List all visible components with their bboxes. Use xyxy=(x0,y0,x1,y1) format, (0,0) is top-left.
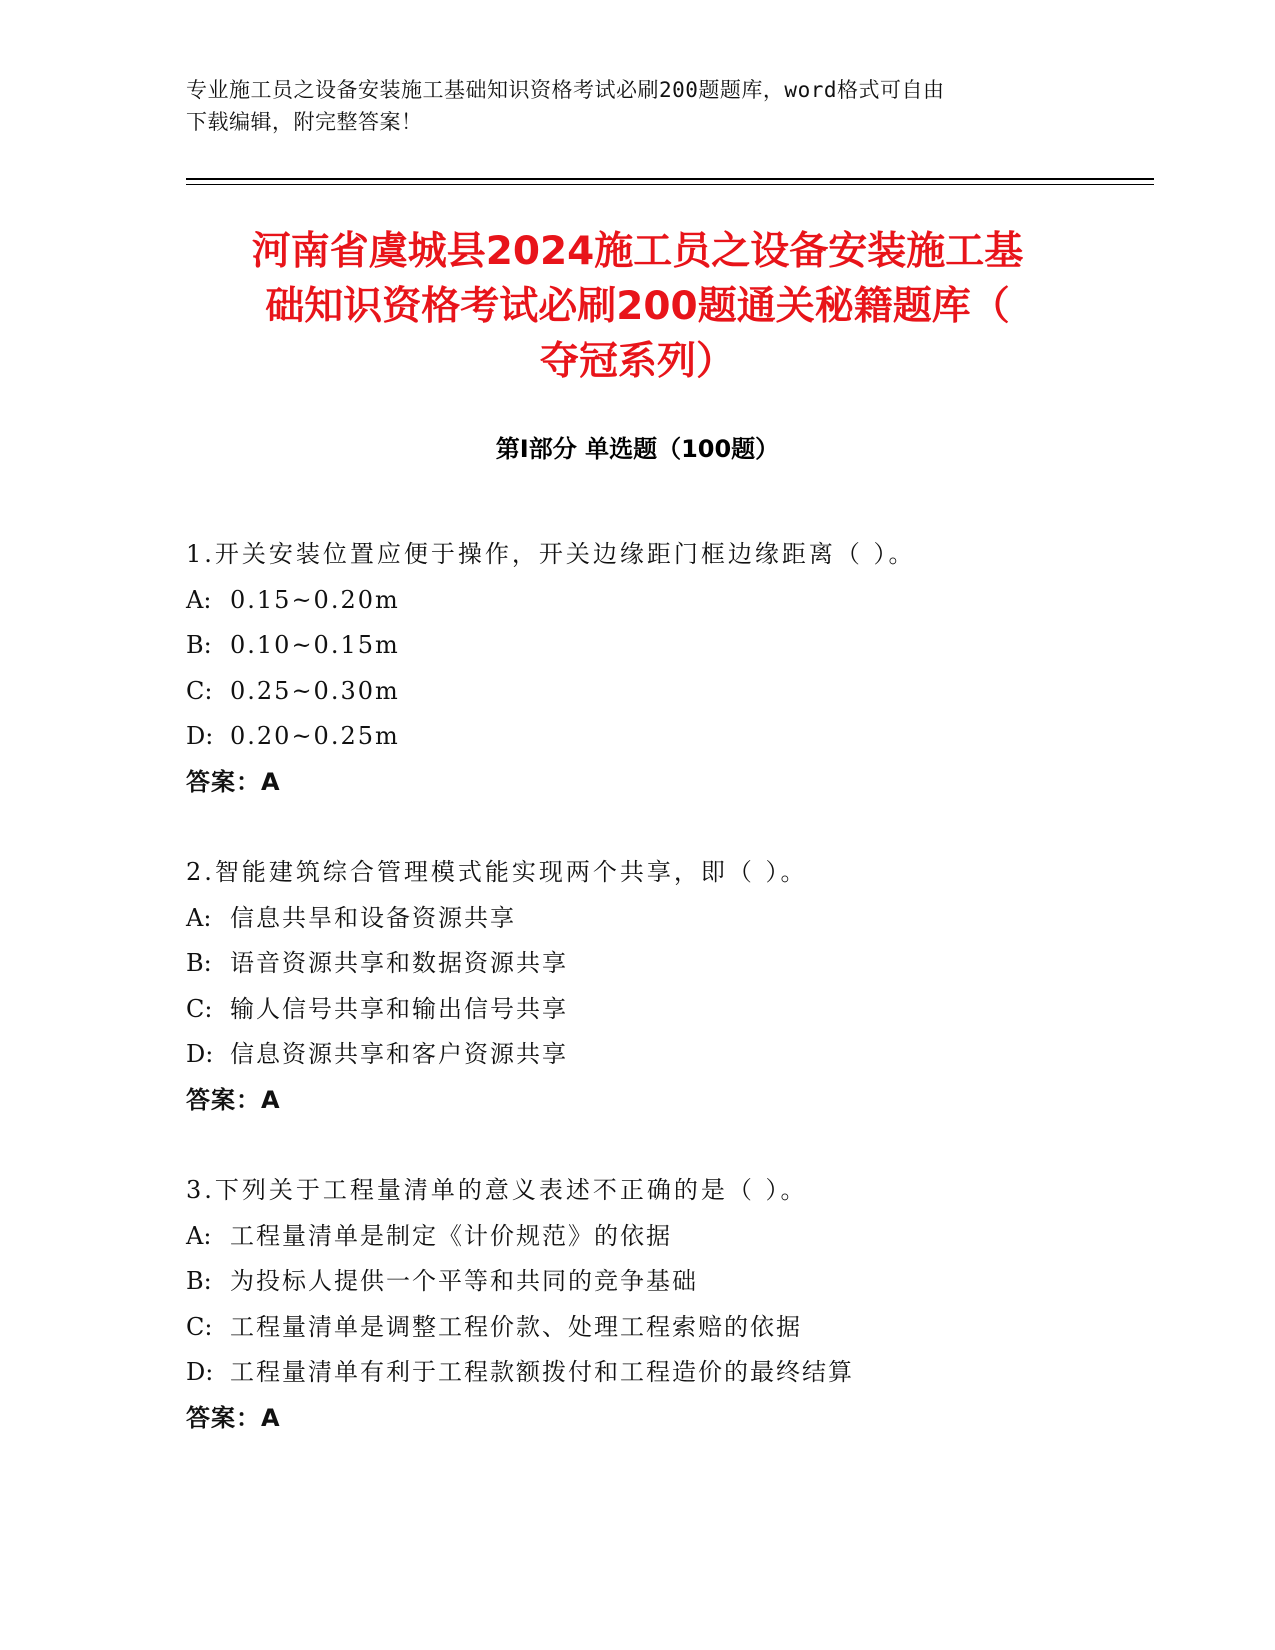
option-d xyxy=(186,1350,1146,1396)
option-text: 信息资源共享和客户资源共享 xyxy=(230,1040,568,1068)
header-note-line-2: 下载编辑，附完整答案！ xyxy=(186,110,423,134)
option-key: C: xyxy=(186,676,213,705)
option-key: A: xyxy=(186,1221,212,1250)
option-key: B: xyxy=(186,949,212,977)
question-stem: 3.下列关于工程量清单的意义表述不正确的是（ ）。 xyxy=(186,1176,808,1204)
option-a xyxy=(186,1214,1146,1260)
header-note xyxy=(186,74,1066,138)
option-key: D: xyxy=(186,1358,214,1386)
option-b xyxy=(186,1259,1146,1305)
answer-line: 答案：A xyxy=(186,767,281,796)
section-heading: 第Ⅰ部分 单选题（100题） xyxy=(495,435,780,463)
option-c xyxy=(186,987,1146,1033)
document-title-line-1: 河南省虞城县2024施工员之设备安装施工基 xyxy=(251,229,1024,274)
option-key: A: xyxy=(186,585,212,614)
option-text: 语音资源共享和数据资源共享 xyxy=(230,949,568,977)
option-key: C: xyxy=(186,994,213,1023)
question-3 xyxy=(186,1168,1146,1441)
option-a xyxy=(186,896,1146,942)
question-stem: 1.开关安装位置应便于操作，开关边缘距门框边缘距离（ ）。 xyxy=(186,540,916,568)
option-key: B: xyxy=(186,1267,212,1295)
option-d xyxy=(186,714,1146,760)
question-stem: 2.智能建筑综合管理模式能实现两个共享，即（ ）。 xyxy=(186,858,808,886)
question-2 xyxy=(186,850,1146,1123)
option-text: 0.25~0.30m xyxy=(230,676,400,705)
question-1 xyxy=(186,532,1146,805)
option-d xyxy=(186,1032,1146,1078)
option-b xyxy=(186,941,1146,987)
option-text: 工程量清单是调整工程价款、处理工程索赔的依据 xyxy=(230,1312,802,1341)
answer-line: 答案：A xyxy=(186,1403,281,1432)
answer-line: 答案：A xyxy=(186,1085,281,1114)
option-text: 输人信号共享和输出信号共享 xyxy=(230,994,568,1023)
header-rule-thin xyxy=(186,184,1154,185)
header-note-line-1: 专业施工员之设备安装施工基础知识资格考试必刷200题题库，word格式可自由 xyxy=(186,78,945,102)
option-key: D: xyxy=(186,722,214,750)
option-text: 为投标人提供一个平等和共同的竞争基础 xyxy=(230,1267,698,1295)
option-text: 0.20~0.25m xyxy=(230,722,400,750)
option-key: D: xyxy=(186,1040,214,1068)
document-title xyxy=(170,224,1105,389)
option-text: 工程量清单是制定《计价规范》的依据 xyxy=(230,1221,672,1250)
document-title-line-3: 夺冠系列） xyxy=(539,339,735,384)
header-rule-thick xyxy=(186,178,1154,180)
option-c xyxy=(186,1305,1146,1351)
option-text: 0.15~0.20m xyxy=(230,585,400,614)
option-a xyxy=(186,578,1146,624)
option-key: B: xyxy=(186,631,212,659)
option-key: A: xyxy=(186,903,212,932)
option-text: 信息共旱和设备资源共享 xyxy=(230,903,516,932)
option-c xyxy=(186,669,1146,715)
option-key: C: xyxy=(186,1312,213,1341)
option-b xyxy=(186,623,1146,669)
document-title-line-2: 础知识资格考试必刷200题通关秘籍题库（ xyxy=(265,284,1010,329)
option-text: 0.10~0.15m xyxy=(230,631,400,659)
option-text: 工程量清单有利于工程款额拨付和工程造价的最终结算 xyxy=(230,1358,854,1386)
